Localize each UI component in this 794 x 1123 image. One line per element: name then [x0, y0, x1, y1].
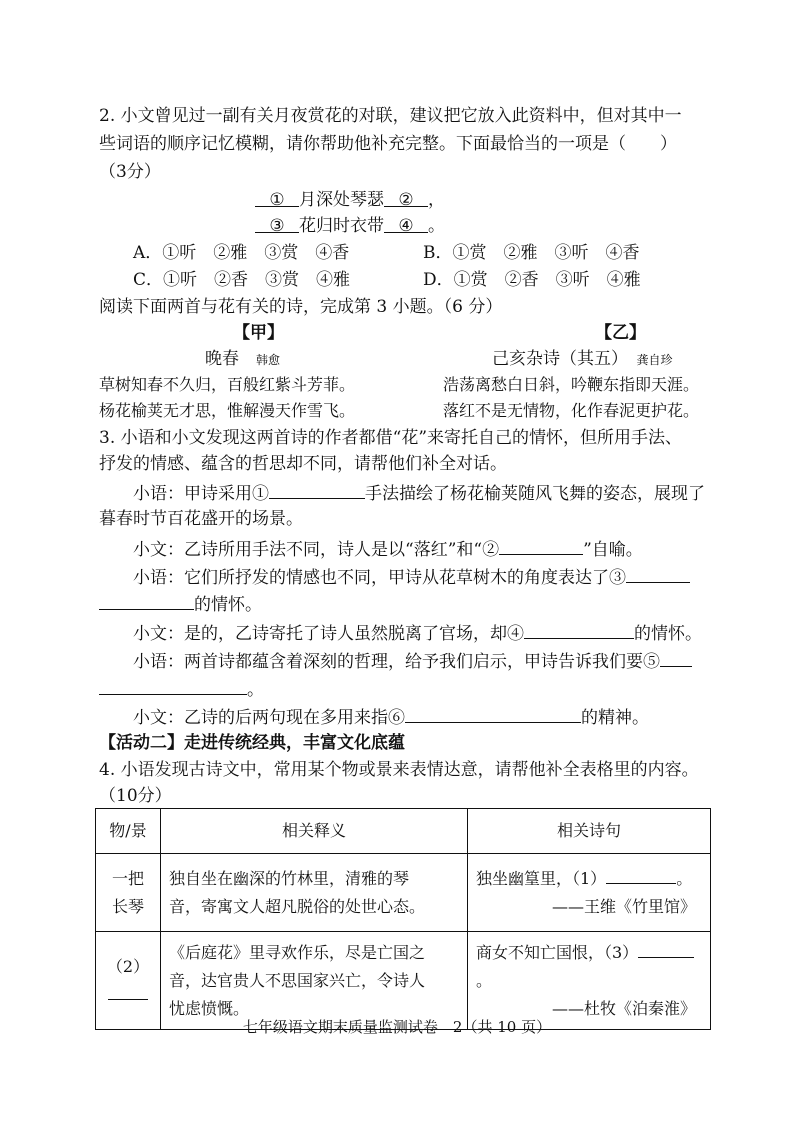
- dialogue-1: 小语：甲诗采用① 手法描绘了杨花榆荚随风飞舞的姿态，展现了: [133, 480, 705, 506]
- poem-yi-marker: 【乙】: [595, 323, 646, 343]
- q2-option-a[interactable]: A．①听 ②雅 ③赏 ④香: [133, 243, 350, 263]
- dialogue-4: 小文：是的，乙诗寄托了诗人虽然脱离了官场，却④ 的情怀。: [133, 620, 702, 646]
- dialogue-5: 小语：两首诗都蕴含着深刻的哲理，给予我们启示，甲诗告诉我们要⑤: [133, 648, 692, 674]
- poem-yi-line-2: 落红不是无情物，化作春泥更护花。: [443, 401, 700, 420]
- answer-blank-4[interactable]: [524, 620, 634, 639]
- poems-intro: 阅读下面两首与花有关的诗，完成第 3 小题。（6 分）: [99, 297, 503, 317]
- couplet-line-2: ③ 花归时衣带 ④ 。: [255, 214, 445, 238]
- q2-stem-line2: 些词语的顺序记忆模糊，请你帮助他补充完整。下面最恰当的一项是（ ）: [99, 134, 677, 154]
- couplet-blank-1: ①: [255, 188, 299, 207]
- answer-blank-1[interactable]: [269, 480, 365, 499]
- header-meaning: 相关释义: [161, 809, 468, 854]
- q4-score: （10分）: [99, 786, 172, 806]
- row2-attribution: ——杜牧《泊秦淮》: [551, 998, 696, 1018]
- table-answer-blank-2[interactable]: [108, 985, 148, 1000]
- dialogue-5-cont: 。: [99, 676, 264, 702]
- poem-jia-marker: 【甲】: [233, 323, 284, 343]
- answer-blank-6[interactable]: [405, 704, 581, 723]
- poem-jia-title: 晚春 韩愈: [205, 349, 281, 369]
- table-header-row: [96, 809, 711, 854]
- dialogue-1-cont: 暮春时节百花盛开的场景。: [99, 509, 303, 529]
- table-row: [96, 932, 711, 1030]
- poem-jia-author: 韩愈: [256, 353, 281, 367]
- dialogue-2: 小文：乙诗所用手法不同，诗人是以“落红”和“② ”自喻。: [133, 536, 643, 562]
- row2-meaning: 《后庭花》里寻欢作乐，尽是亡国之 音，达官贵人不思国家兴亡，令诗人 忧虑愤慨。: [161, 932, 468, 1030]
- header-verse: 相关诗句: [468, 809, 711, 854]
- dialogue-3-cont: 的情怀。: [99, 591, 262, 617]
- table-answer-blank-1[interactable]: [606, 865, 676, 884]
- dialogue-3: 小语：它们所抒发的情感也不同，甲诗从花草树木的角度表达了③: [133, 564, 690, 590]
- row1-meaning: 独自坐在幽深的竹林里，清雅的琴 音，寄寓文人超凡脱俗的处世心态。: [161, 854, 468, 932]
- answer-blank-3b[interactable]: [99, 591, 194, 610]
- row1-attribution: ——王维《竹里馆》: [551, 896, 696, 916]
- q4-table: [95, 808, 711, 1030]
- q2-option-b[interactable]: B．①赏 ②雅 ③听 ④香: [423, 243, 640, 263]
- page-footer: 七年级语文期末质量监测试卷 2（共 10 页）: [242, 1018, 552, 1036]
- row1-verse: 独坐幽篁里，（1） 。 ——王维《竹里馆》: [468, 854, 711, 932]
- answer-blank-5b[interactable]: [99, 676, 247, 695]
- couplet-blank-3: ③: [255, 214, 299, 233]
- q3-stem-line2: 抒发的情感、蕴含的哲思却不同，请帮他们补全对话。: [99, 454, 507, 474]
- poem-yi-title: 己亥杂诗（其五） 龚自珍: [492, 349, 673, 369]
- activity-two-heading: 【活动二】走进传统经典，丰富文化底蕴: [99, 733, 405, 753]
- table-row: [96, 854, 711, 932]
- couplet-line-1: ① 月深处琴瑟 ② ，: [255, 188, 445, 212]
- table-answer-blank-3[interactable]: [638, 939, 694, 958]
- couplet-blank-2: ②: [384, 188, 428, 207]
- q3-stem-line1: 3. 小语和小文发现这两首诗的作者都借“花”来寄托自己的情怀，但所用手法、: [99, 428, 683, 448]
- q2-option-c[interactable]: C．①听 ②香 ③赏 ④雅: [133, 270, 351, 290]
- poem-jia-line-1: 草树知春不久归，百般红紫斗芳菲。: [99, 375, 356, 394]
- row2-verse: 商女不知亡国恨，（3）。 ——杜牧《泊秦淮》: [468, 932, 711, 1030]
- q2-option-d[interactable]: D．①赏 ②香 ③听 ④雅: [423, 270, 641, 290]
- answer-blank-3a[interactable]: [626, 564, 690, 583]
- q4-stem: 4. 小语发现古诗文中，常用某个物或景来表情达意，请帮他补全表格里的内容。: [99, 760, 699, 780]
- couplet-blank-4: ④: [384, 214, 428, 233]
- answer-blank-5a[interactable]: [660, 648, 692, 667]
- header-item: 物/景: [96, 809, 161, 854]
- q2-score: （3分）: [99, 162, 161, 182]
- answer-blank-2[interactable]: [499, 536, 583, 555]
- poem-yi-author: 龚自珍: [636, 353, 673, 367]
- dialogue-6: 小文：乙诗的后两句现在多用来指⑥ 的精神。: [133, 704, 649, 730]
- row2-item: （2）: [96, 932, 161, 1030]
- q2-stem-line1: 2. 小文曾见过一副有关月夜赏花的对联，建议把它放入此资料中，但对其中一: [99, 106, 682, 126]
- poem-jia-line-2: 杨花榆荚无才思，惟解漫天作雪飞。: [99, 401, 356, 420]
- row1-item: 一把 长琴: [96, 854, 161, 932]
- poem-yi-line-1: 浩荡离愁白日斜，吟鞭东指即天涯。: [443, 375, 700, 394]
